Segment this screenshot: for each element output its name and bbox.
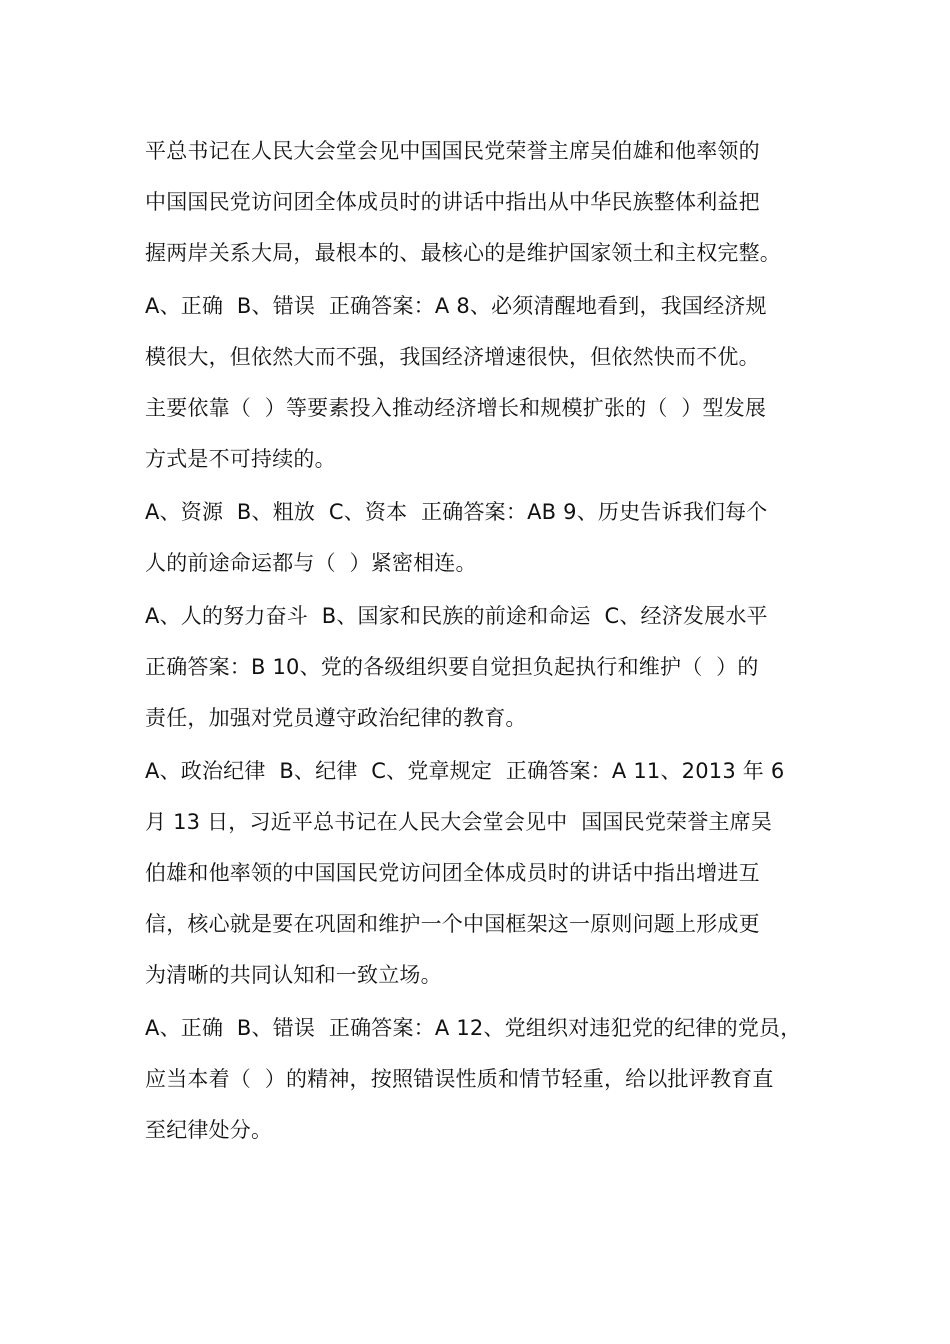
text-line: A、正确 B、错误 正确答案：A 12、党组织对违犯党的纪律的党员，: [145, 1016, 802, 1040]
text-line: A、资源 B、粗放 C、资本 正确答案：AB 9、历史告诉我们每个: [145, 500, 768, 524]
text-line: 主要依靠（ ）等要素投入推动经济增长和规模扩张的（ ）型发展: [145, 396, 767, 420]
text-line: 中国国民党访问团全体成员时的讲话中指出从中华民族整体利益把: [145, 190, 760, 214]
paragraph-1: [145, 131, 845, 284]
document-body: [145, 131, 845, 1163]
text-line: 伯雄和他率领的中国国民党访问团全体成员时的讲话中指出增进互: [145, 861, 760, 885]
text-line: 握两岸关系大局，最根本的、最核心的是维护国家领土和主权完整。: [145, 241, 781, 265]
text-line: 应当本着（ ）的精神，按照错误性质和情节轻重，给以批评教育直: [145, 1067, 774, 1091]
paragraph-2: [145, 286, 845, 490]
text-line: 模很大，但依然大而不强，我国经济增速很快，但依然快而不优。: [145, 345, 760, 369]
paragraph-6: [145, 1008, 845, 1161]
text-line: 责任，加强对党员遵守政治纪律的教育。: [145, 706, 527, 730]
text-line: 平总书记在人民大会堂会见中国国民党荣誉主席吴伯雄和他率领的: [145, 139, 760, 163]
text-line: 至纪律处分。: [145, 1118, 273, 1142]
text-line: A、政治纪律 B、纪律 C、党章规定 正确答案：A 11、2013 年 6: [145, 759, 785, 783]
text-line: 月 13 日，习近平总书记在人民大会堂会见中 国国民党荣誉主席吴: [145, 810, 773, 834]
text-line: 为清晰的共同认知和一致立场。: [145, 963, 442, 987]
paragraph-4: [145, 596, 845, 749]
text-line: 人的前途命运都与（ ）紧密相连。: [145, 551, 477, 575]
text-line: 正确答案：B 10、党的各级组织要自觉担负起执行和维护（ ）的: [145, 655, 759, 679]
text-line: 信，核心就是要在巩固和维护一个中国框架这一原则问题上形成更: [145, 912, 760, 936]
text-line: 方式是不可持续的。: [145, 447, 336, 471]
paragraph-5: [145, 751, 845, 1006]
text-line: A、人的努力奋斗 B、国家和民族的前途和命运 C、经济发展水平: [145, 604, 768, 628]
text-line: A、正确 B、错误 正确答案：A 8、必须清醒地看到，我国经济规: [145, 294, 767, 318]
paragraph-3: [145, 492, 845, 594]
